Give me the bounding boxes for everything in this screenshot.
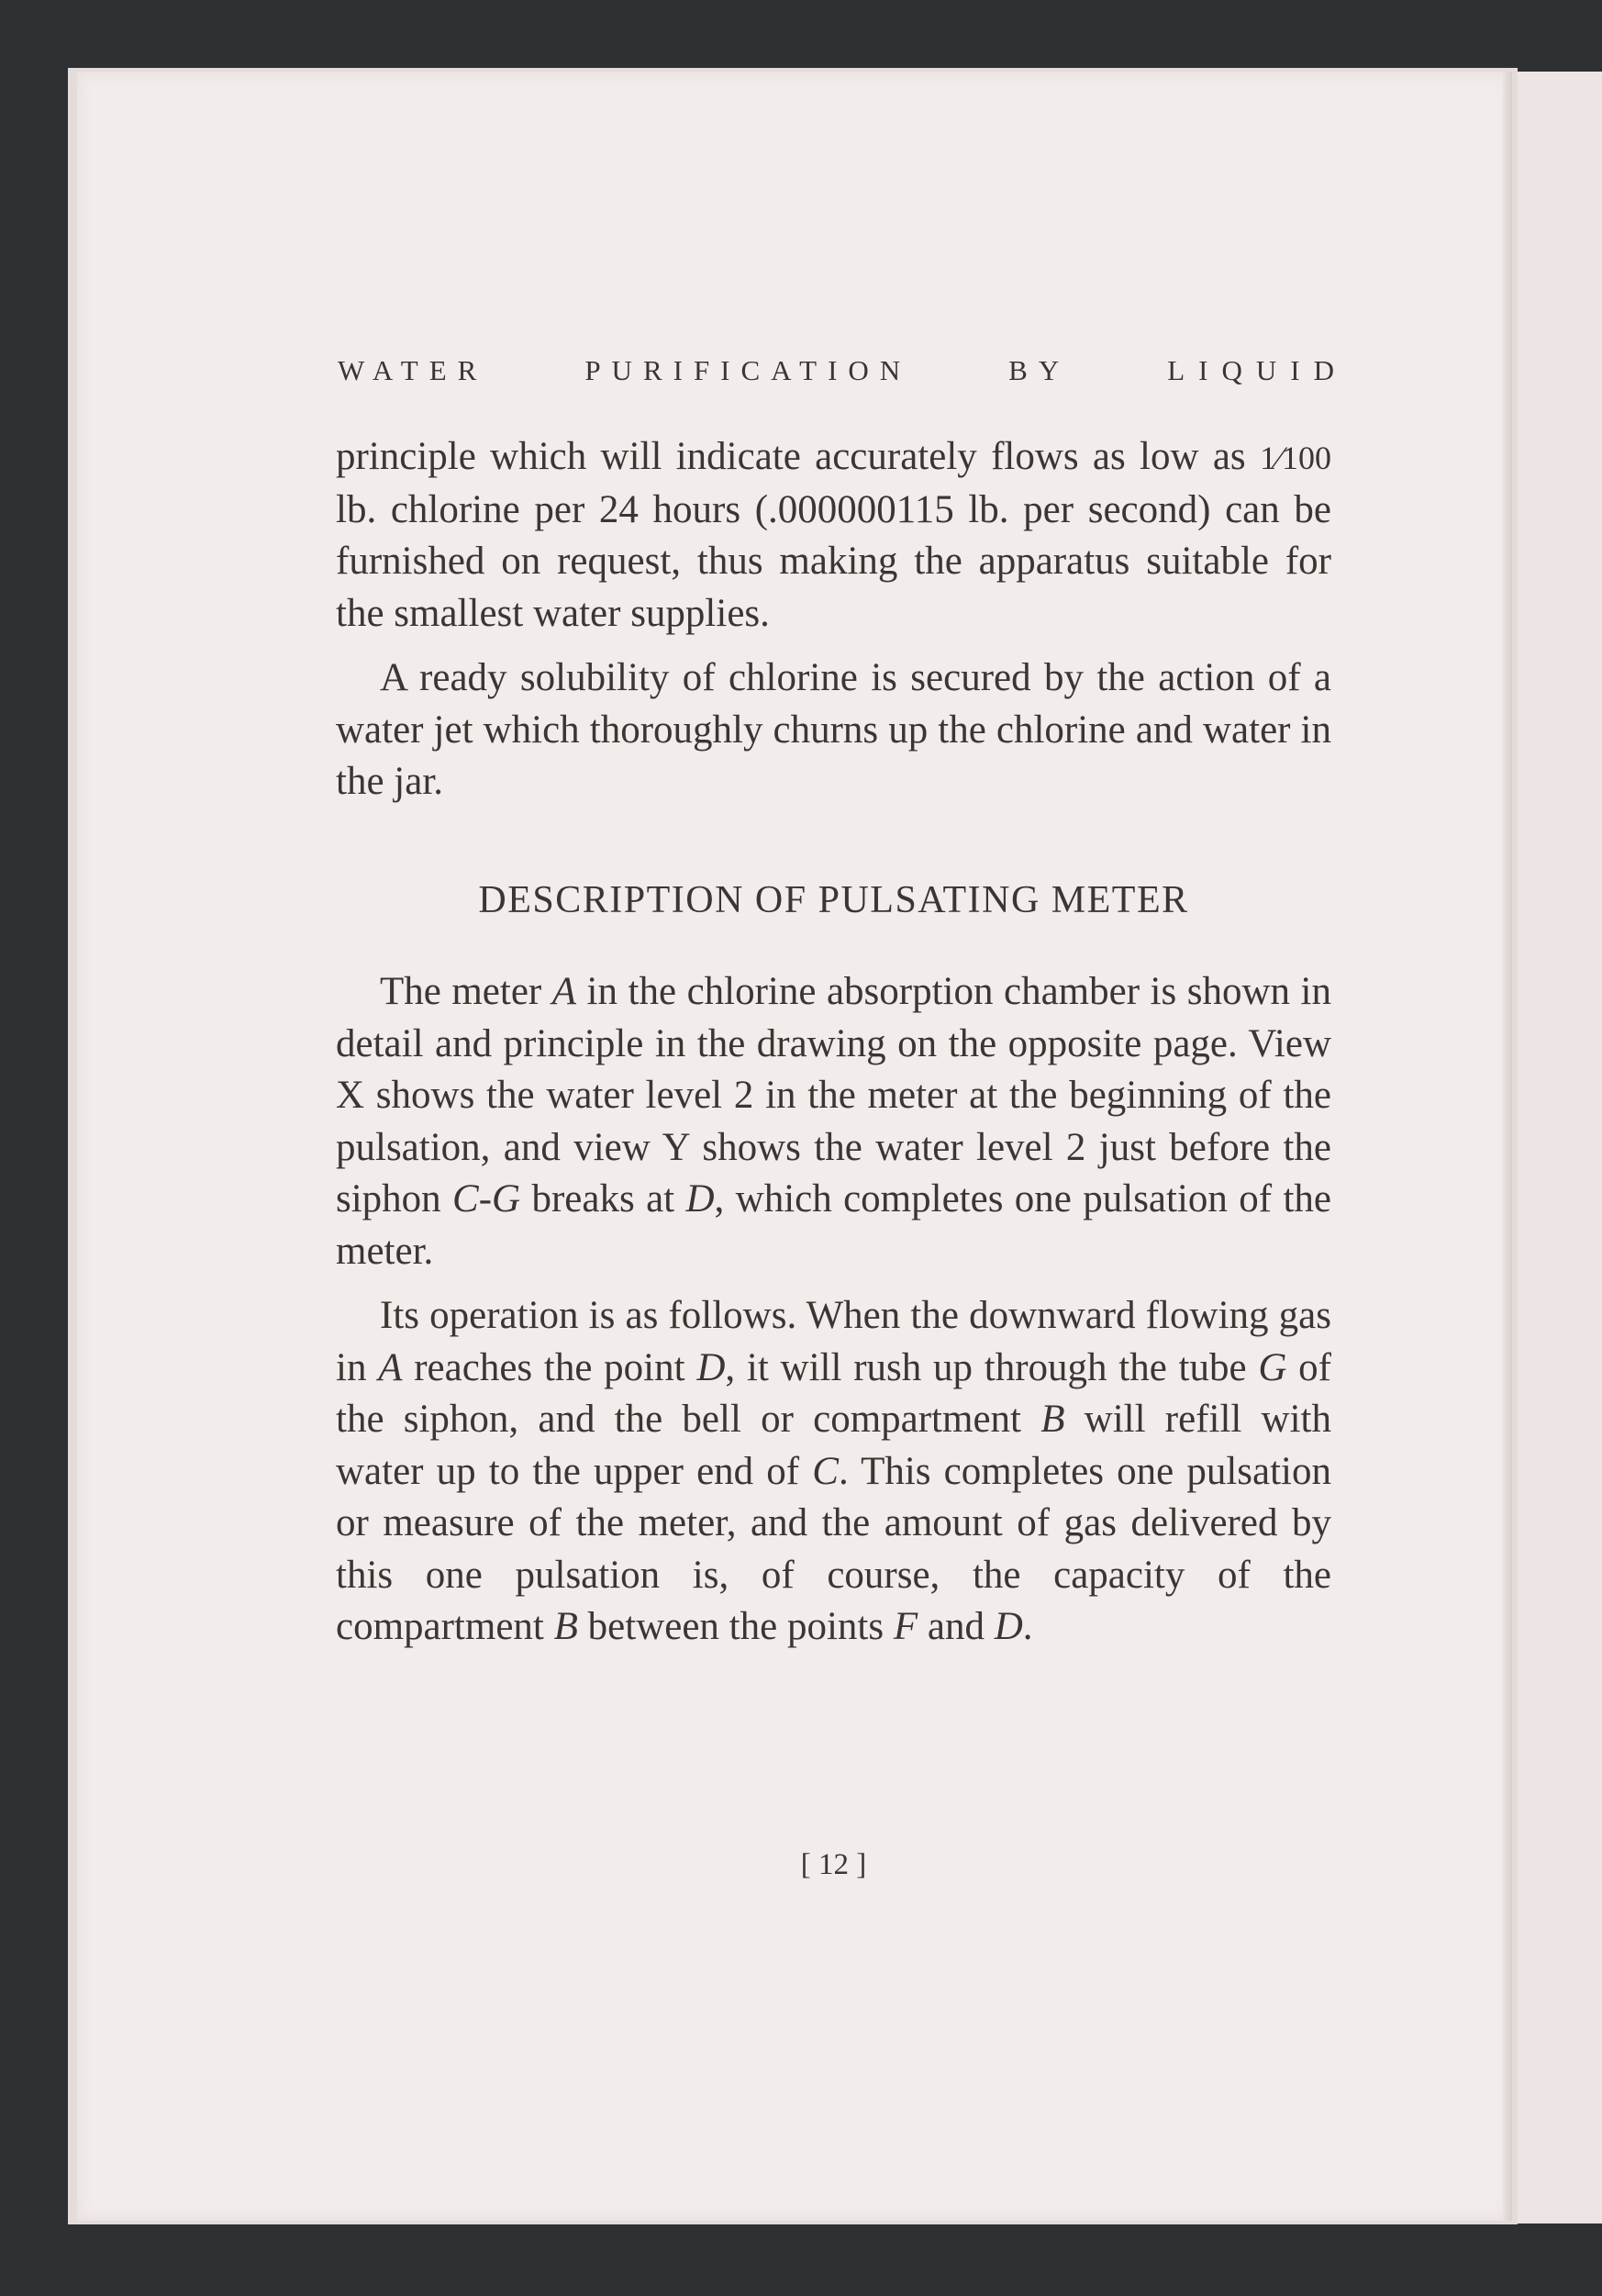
page-gutter [1503,72,1512,2221]
running-head-word: LIQUID [1167,354,1348,386]
paragraph-meter-description: The meter A in the chlorine absorption chamber is shown in detail and principle in the drawing on the opposite page. View X shows the water level 2 in the meter at the beginning of the pulsation, and view Y shows the water level 2 just before the siphon C-G breaks at D, which completes one pulsation of the meter. [336,970,1331,1273]
fraction: 1⁄100 [1259,440,1331,476]
section-heading: DESCRIPTION OF PULSATING METER [478,878,1189,921]
paragraph-continued: principle which will indicate accurately flows as low as 1⁄100 lb. chlorine per 24 hours (.000000115 lb. per second) can be furnished on request, thus making the apparatus suitable for the smallest water supplies. [336,435,1331,635]
running-head-word: PURIFICATION [584,354,912,386]
running-head-word: WATER [338,354,488,386]
page-number: [ 12 ] [800,1848,867,1881]
paragraph-operation: Its operation is as follows. When the downward flowing gas in A reaches the point D, it will rush up through the tube G of the siphon, and the bell or compartment B will refill with water up to the upper end of C. This completes one pulsation or measure of the meter, and the amount of gas delivered by this one pulsation is, of course, the capacity of the compartment B between the points F and D. [336,1294,1332,1648]
paragraph-solubility: A ready solubility of chlorine is secured by the action of a water jet which thoroughly churns up the chlorine and water in the jar. [336,656,1331,803]
facing-page-edge [1512,72,1602,2224]
running-head-word: BY [1008,354,1071,386]
body-text [336,431,1331,1654]
running-head [338,354,1348,387]
